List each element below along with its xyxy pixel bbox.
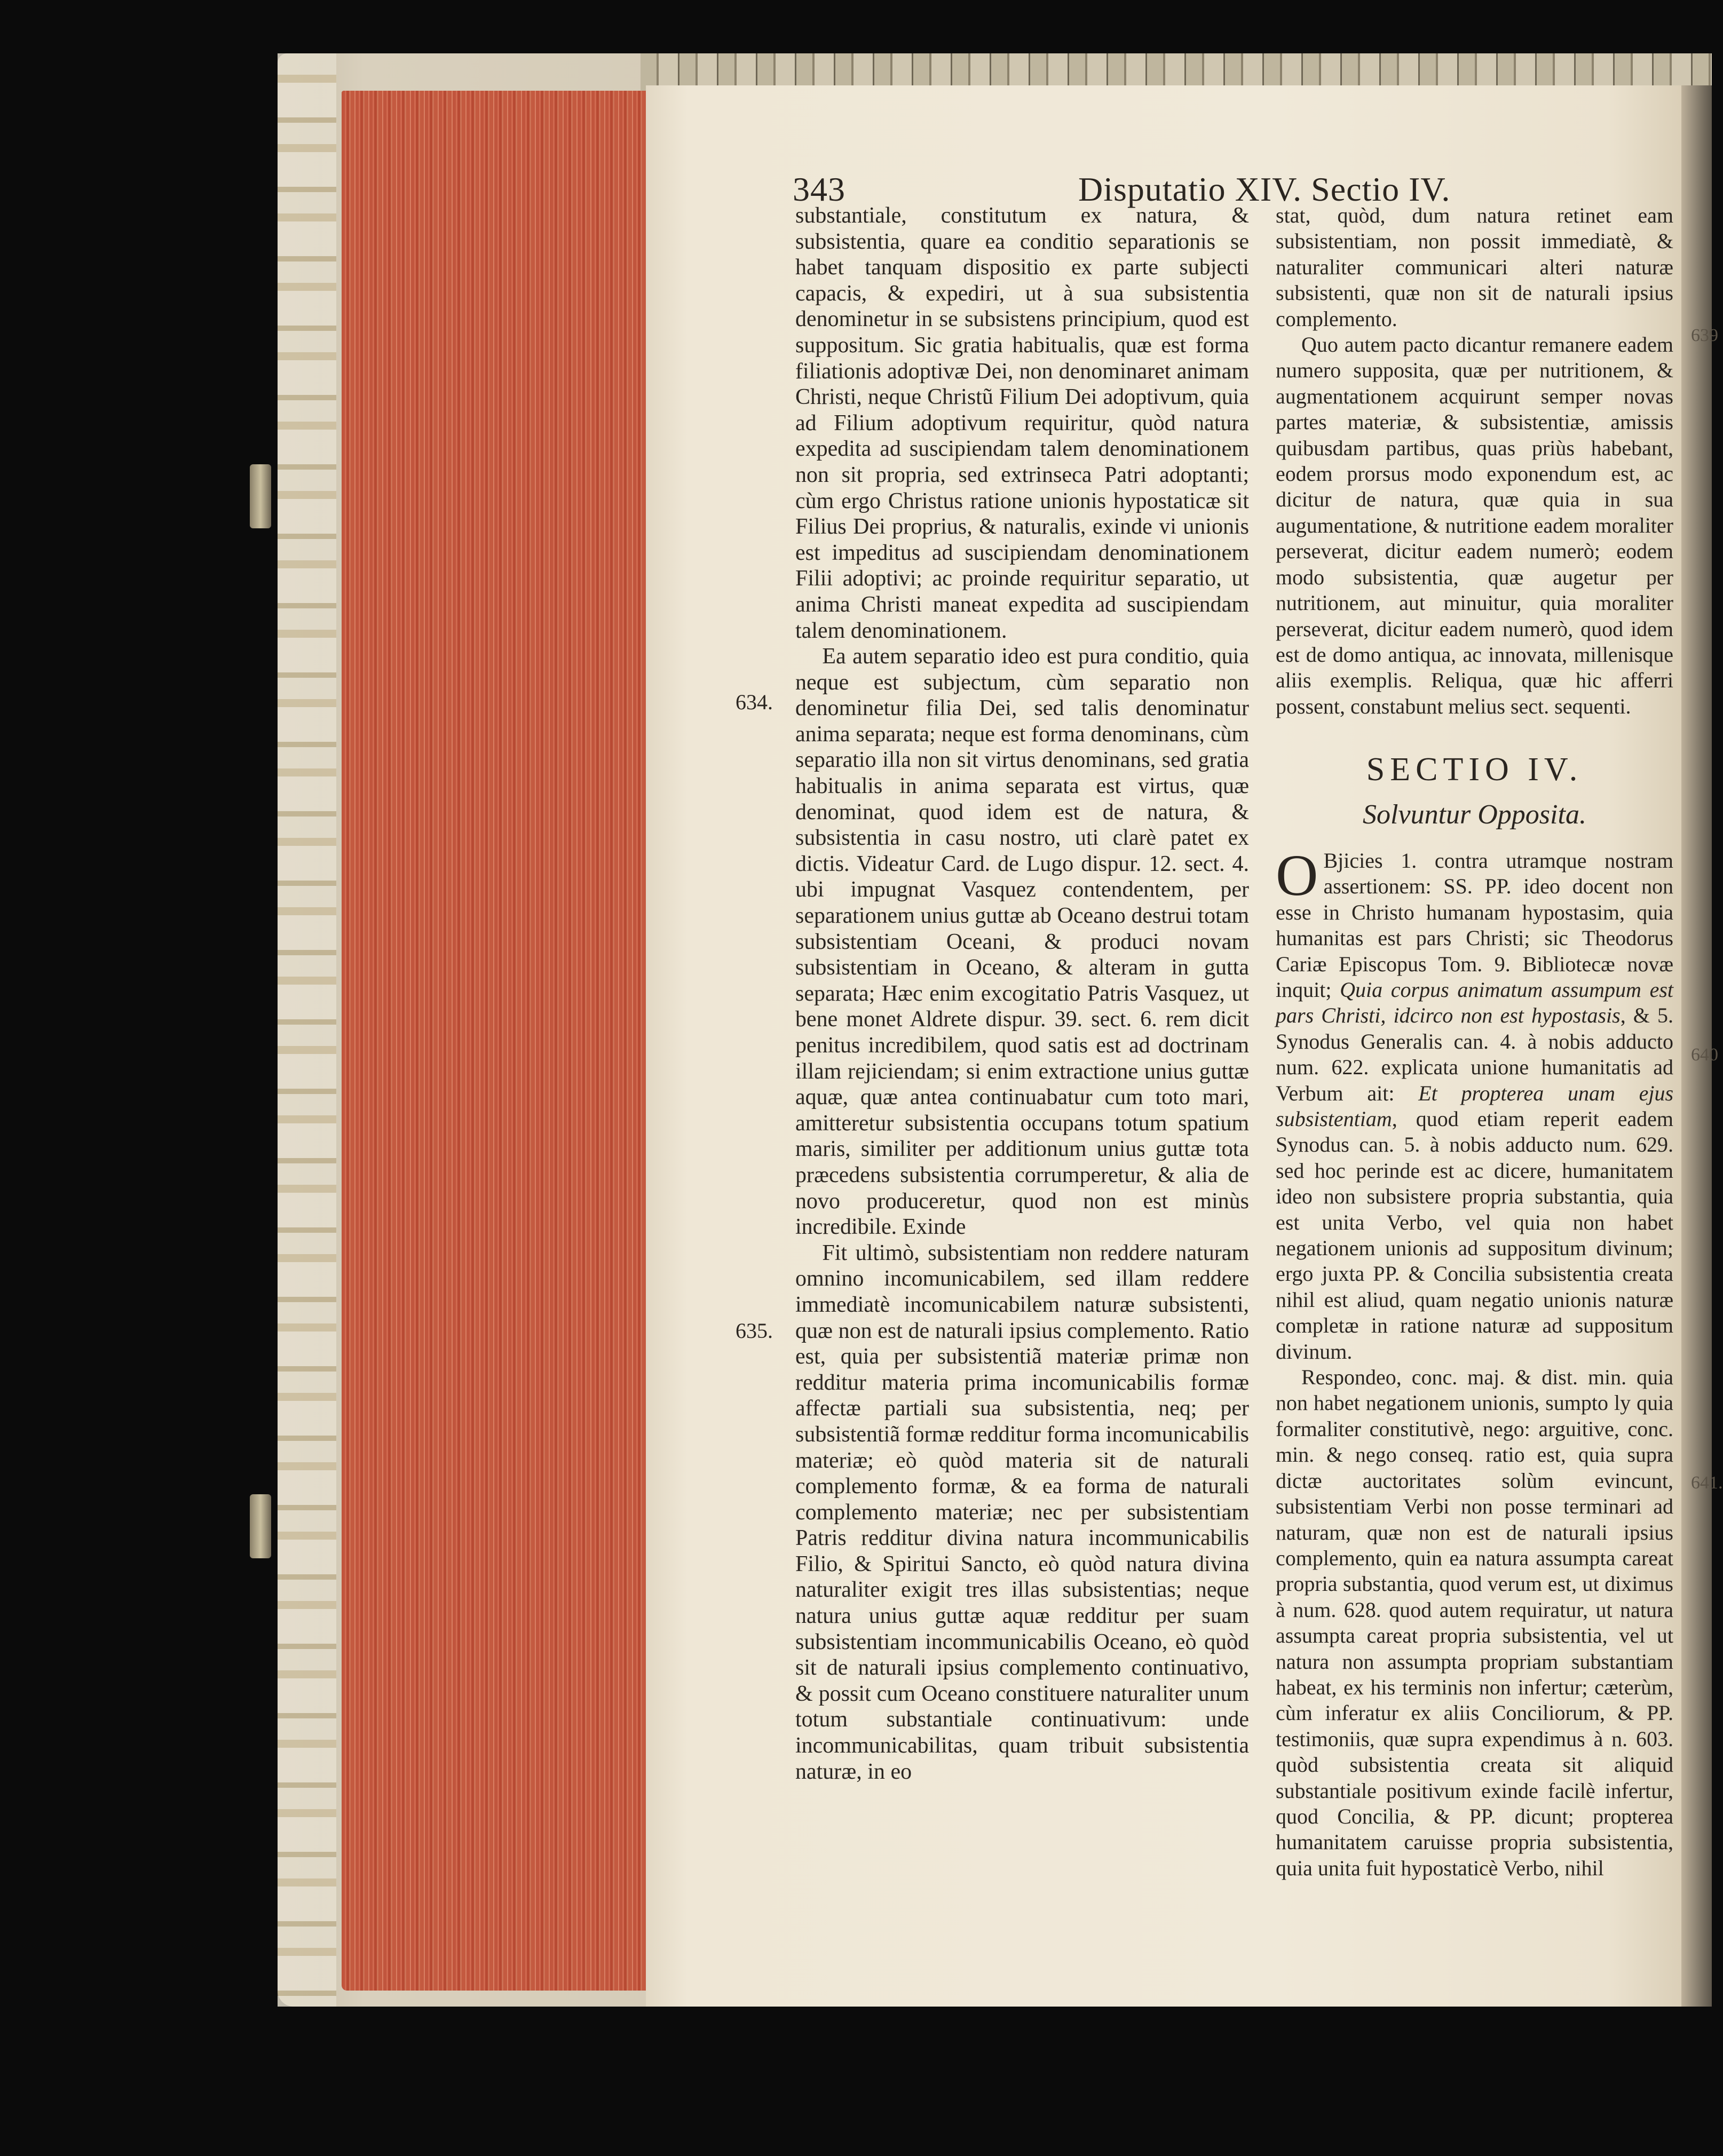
paragraph: Fit ultimò, subsistentiam non reddere naturam omnino incomunicabilem, sed illam reddere immediatè incomunicabilem naturæ subsistenti, quæ non est de naturali ipsius complemento. Ratio est, quia per subsistentiã materiæ primæ non redditur materia prima incomunicabilis formæ affectæ partiali sua subsistentia, neq; per subsistentiã formæ redditur forma incomunicabilis materiæ; eò quòd materia sit de naturali complemento formæ, & ea forma de naturali complemento materiæ; nec per subsistentiam Patris redditur divina natura incommunicabilis Filio, & Spiritui Sancto, eò quòd natura divina naturaliter exigit tres illas subsistentias; neque natura unius guttæ aquæ redditur per suam subsistentiam incommunicabilis Oceano, eò quòd sit de naturali ipsius complemento continuativo, & possit cum Oceano constituere naturaliter unum totum substantiale continuativum: unde incommunicabilitas, quam tribuit subsistentia naturæ, in eo bbox=[795, 1240, 1249, 1784]
italic-quotation: Quia corpus animatum assumpum est pars Christi, idcirco non est hypostasis bbox=[1276, 977, 1674, 1028]
section-heading: SECTIO IV. bbox=[1366, 751, 1583, 788]
paragraph: Respondeo, conc. maj. & dist. min. quia non habet negationem unionis, sumpto ly quia formaliter constitutivè, nego: arguitive, conc. min. & nego conseq. ratio est, quia supra dictæ auctoritates solùm evincunt, subsistentiam Verbi non posse terminari ad naturam, quæ non est de naturali ipsius complemento, quin ea natura assumpta careat propria substantia, quod verum est, ut diximus à num. 628. quod autem requiratur, ut natura assumpta careat propria subsistentia, vel ut natura non assumpta propriam substantiam habeat, ex his terminis non infertur; cæterùm, cùm inferatur ex aliis Conciliorum, & PP. testimoniis, quæ supra expendimus à n. 603. quòd subsistentia creata sit aliquid substantiale positivum exinde facilè infertur, quod Concilia, & PP. dicunt; propterea humanitatem caruisse propria subsistentia, quia unita fuit hypostaticè Verbo, nihil bbox=[1276, 1365, 1673, 1880]
margin-number-right: 641. bbox=[1691, 1473, 1723, 1493]
drop-capital: O bbox=[1276, 842, 1318, 908]
left-text-column bbox=[795, 203, 1249, 1785]
cover-spine-edge bbox=[278, 53, 336, 2007]
paragraph: Ea autem separatio ideo est pura conditio, quia neque est subjectum, cùm separatio non denominetur filia Dei, sed talis denominatur anima separata; neque est forma denominans, cùm separatio illa non sit virtus denominans, sed gratia habitualis in anima separata est virtus, quæ denominat, quod idem est de natura, & subsistentia in casu nostro, uti clarè patet ex dictis. Videatur Card. de Lugo dispur. 12. sect. 4. ubi impugnat Vasquez contendentem, per separationem unius guttæ ab Oceano destrui totam subsistentiam Oceani, & produci novam subsistentiam in Oceano, & alteram in gutta separata; Hæc enim excogitatio Patris Vasquez, ut bene monet Aldrete dispur. 39. sect. 6. rem dicit penitus incredibilem, quod satis est ad doctrinam illam rejiciendam; si enim extractione unius guttæ aquæ, quæ antea continuabatur cum toto mari, amitteretur subsistentia occupans totum spatium maris, similiter per additionum unius guttæ tota præcedens subsistentia corrumperetur, & alia de novo produceretur, quod non est minùs incredibile. Exinde bbox=[795, 644, 1249, 1240]
margin-number: 634. bbox=[736, 690, 773, 714]
margin-number-right: 640 bbox=[1691, 1045, 1718, 1065]
clasp-lower bbox=[250, 1494, 271, 1558]
margin-number: 635. bbox=[736, 1319, 773, 1343]
text-run: , quod etiam reperit eadem Synodus can. 5. à nobis adducto num. 629. sed hoc perinde est ac dicere, humanitatem ideo non subsistere propria substantia, quia est unita Verbo, vel quia non habet negationem unionis ad suppositum divinum; ergo juxta PP. & Concilia subsistentia creata nihil est aliud, quam negatio unionis naturæ completæ in ratione naturæ ad suppositum divinum. bbox=[1276, 1107, 1673, 1364]
page-number: 343 bbox=[793, 170, 845, 208]
text-run: Bjicies 1. contra utramque nostram assertionem: SS. PP. ideo docent non esse in Christo humanam hypostasim, quia humanitas est pars Christi; sic Theodorus Cariæ Episcopus Tom. 9. Bibliotecæ novæ inquit; bbox=[1276, 848, 1673, 1002]
paragraph: Quo autem pacto dicantur remanere eadem numero supposita, quæ per nutritionem, & augmentationem acquirunt semper novas partes materiæ, & subsistentiæ, amissis quibusdam partibus, quas priùs habebant, eodem prorsus modo exponendum est, ac dicitur de natura, quæ quia in sua augumentatione, & nutritione eadem moraliter perseverat, dicitur eadem numerò; eodem modo subsistentia, quæ augetur per nutritionem, aut minuitur, quia moraliter perseverat, dicitur eadem numerò, quod idem est de domo antiqua, ac innovata, millenisque aliis exemplis. Reliqua, quæ hic afferri possent, constabunt melius sect. sequenti. bbox=[1276, 332, 1673, 718]
margin-number-right: 639 bbox=[1691, 326, 1718, 345]
running-title: Disputatio XIV. Sectio IV. bbox=[1078, 170, 1451, 208]
right-text-column bbox=[1276, 203, 1673, 1881]
paragraph: substantiale, constitutum ex natura, & subsistentia, quare ea conditio separationis se habet tanquam dispositio ex parte subjecti capacis, & expediri, ut à sua subsistentia denominetur in se subsistens principium, quod est suppositum. Sic gratia habitualis, quæ est forma filiationis adoptivæ Dei, non denominaret animam Christi, neque Christũ Filium Dei adoptivum, quia ad Filium adoptivum requiritur, quòd natura expedita ad suscipiendam talem denominationem non sit propria, sed extrinseca Patri adoptanti; cùm ergo Christus ratione unionis hypostaticæ sit Filius Dei proprius, & naturalis, exinde vi unionis est impeditus ad suscipiendam denominationem Filii adoptivi; ac proinde requiritur separatio, ut anima Christi maneat expedita ad suscipiendam talem denominationem. bbox=[795, 203, 1249, 643]
paragraph-objection bbox=[1276, 842, 1674, 1365]
paragraph: stat, quòd, dum natura retinet eam subsistentiam, non possit immediatè, & naturaliter communicari alteri naturæ subsistenti, quæ non sit de naturali ipsius complemento. bbox=[1276, 203, 1673, 331]
red-page-edges bbox=[342, 91, 657, 1991]
clasp-upper bbox=[250, 464, 271, 528]
section-subheading: Solvuntur Opposita. bbox=[1363, 799, 1586, 830]
italic-quotation: Et propterea unam ejus subsistentiam bbox=[1276, 1081, 1674, 1131]
text-run: , & 5. Synodus Generalis can. 4. à nobis adducto num. 622. explicata unione humanitatis ad Verbum ait: bbox=[1276, 1003, 1673, 1105]
